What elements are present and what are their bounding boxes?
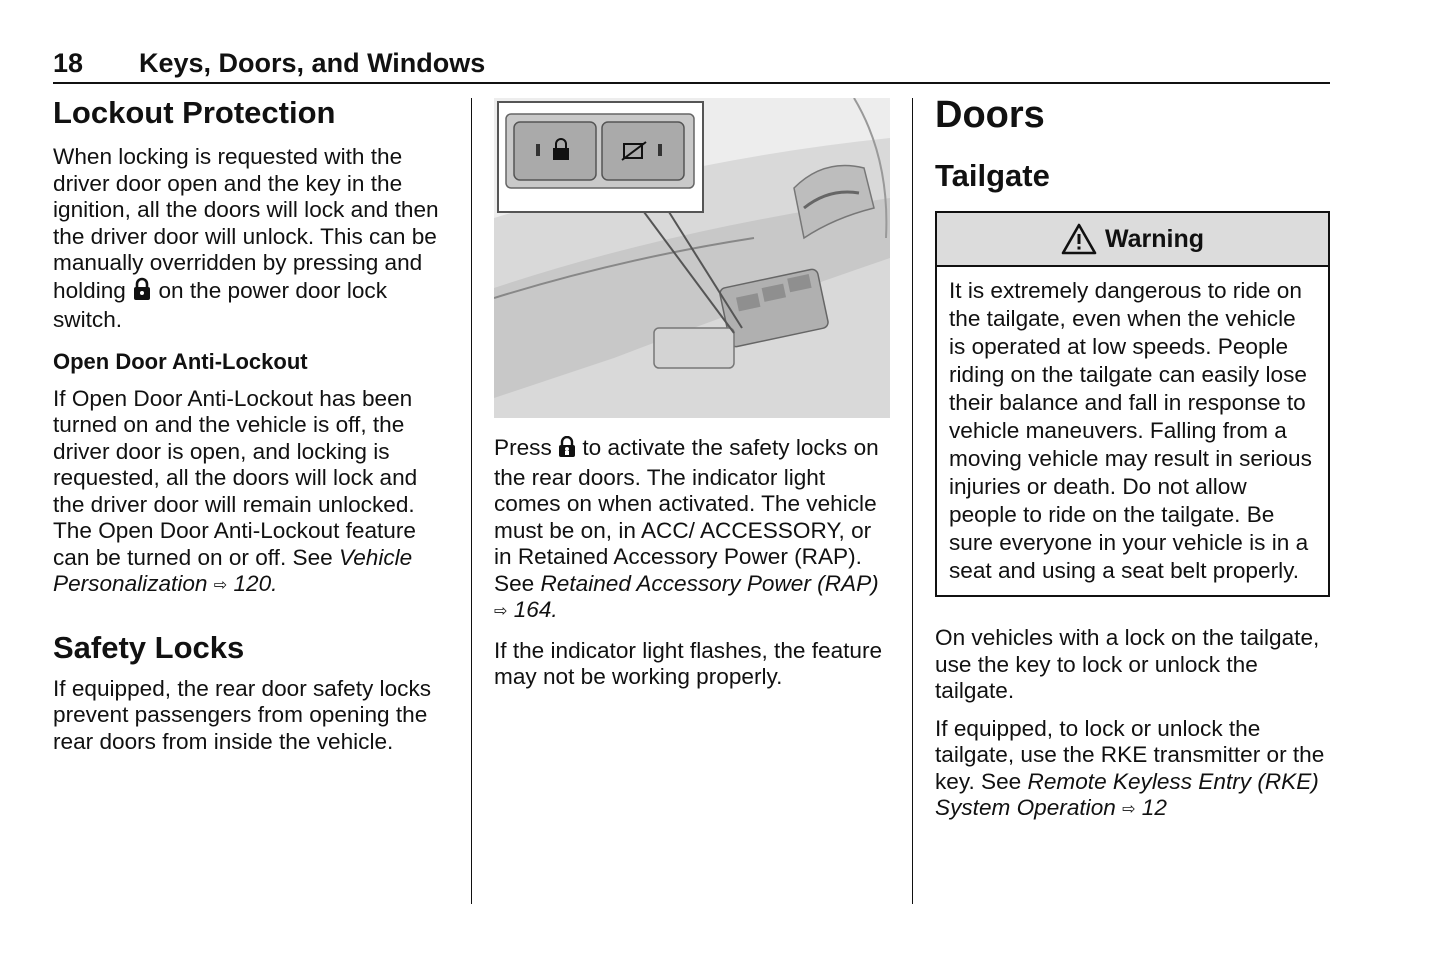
open-door-anti-lockout-heading: Open Door Anti-Lockout (53, 348, 308, 374)
column-left (53, 92, 453, 755)
page-reference-icon: ⇨ (213, 577, 228, 594)
child-lock-icon (558, 436, 576, 465)
door-panel-illustration (494, 98, 890, 418)
tailgate-heading: Tailgate (935, 158, 1050, 193)
column-divider (471, 98, 472, 904)
safety-lock-instructions: Press to activate the safety locks on the rear doors. The indicator light comes on when activated. The vehicle must be on, in ACC/ ACCESSORY, or in Retained Accessory Power (RAP). See Retained Accessory Power (RAP) ⇨ 164. (494, 435, 879, 622)
doors-heading: Doors (935, 94, 1045, 136)
retained-accessory-power-link[interactable]: Retained Accessory Power (RAP) (540, 570, 879, 596)
safety-locks-heading: Safety Locks (53, 629, 245, 665)
lock-icon (132, 277, 152, 308)
warning-header (937, 213, 1328, 267)
section-title: Keys, Doors, and Windows (139, 48, 486, 78)
page-reference-icon: ⇨ (1122, 801, 1136, 818)
safety-locks-paragraph: If equipped, the rear door safety locks prevent passengers from opening the rear doors from inside the vehicle. (53, 675, 432, 754)
door-switch-figure (494, 98, 890, 418)
indicator-flash-paragraph: If the indicator light flashes, the feature may not be working properly. (494, 637, 883, 689)
page-header (53, 48, 1330, 84)
page-reference[interactable]: 12 (1141, 795, 1167, 820)
page-reference-icon: ⇨ (494, 603, 508, 620)
rke-system-operation-link[interactable]: Remote Keyless Entry (RKE) System Operation (935, 768, 1319, 820)
warning-label: Warning (1104, 224, 1205, 253)
vehicle-personalization-link[interactable]: Vehicle Personalization (53, 544, 413, 596)
column-middle (494, 98, 892, 691)
lockout-paragraph: When locking is requested with the driver door open and the key in the ignition, all the doors will lock and then the driver door will unlock. This can be manually overridden by pressing and holding on the power door lock switch. (53, 144, 439, 332)
page-number: 18 (53, 48, 84, 78)
column-right (935, 92, 1330, 825)
column-divider (912, 98, 913, 904)
anti-lockout-paragraph: If Open Door Anti-Lockout has been turned on and the vehicle is off, the driver door is open, and locking is requested, all the doors will lock and the driver door will remain unlocked. The Open Door Anti-Lockout feature can be turned on or off. See Vehicle Personalization ⇨ 120. (53, 385, 418, 596)
warning-text: It is extremely dangerous to ride on the tailgate, even when the vehicle is operated at low speeds. People riding on the tailgate can easily lose their balance and fall in response to vehicle maneuvers. Falling from a moving vehicle may result in serious injuries or death. Do not allow people to ride on the tailgate. Be sure everyone in your vehicle is in a seat and using a seat belt properly. (949, 278, 1312, 583)
lockout-protection-heading: Lockout Protection (53, 95, 336, 130)
page-reference[interactable]: 120. (233, 571, 278, 596)
warning-triangle-icon (1061, 223, 1097, 255)
tailgate-lock-paragraph: On vehicles with a lock on the tailgate, use the key to lock or unlock the tailgate. (935, 625, 1320, 703)
warning-box (935, 211, 1330, 597)
page-reference[interactable]: 164. (513, 597, 558, 622)
tailgate-rke-paragraph: If equipped, to lock or unlock the tailgate, use the RKE transmitter or the key. See Remote Keyless Entry (RKE) System Operation ⇨ 12 (935, 715, 1325, 820)
